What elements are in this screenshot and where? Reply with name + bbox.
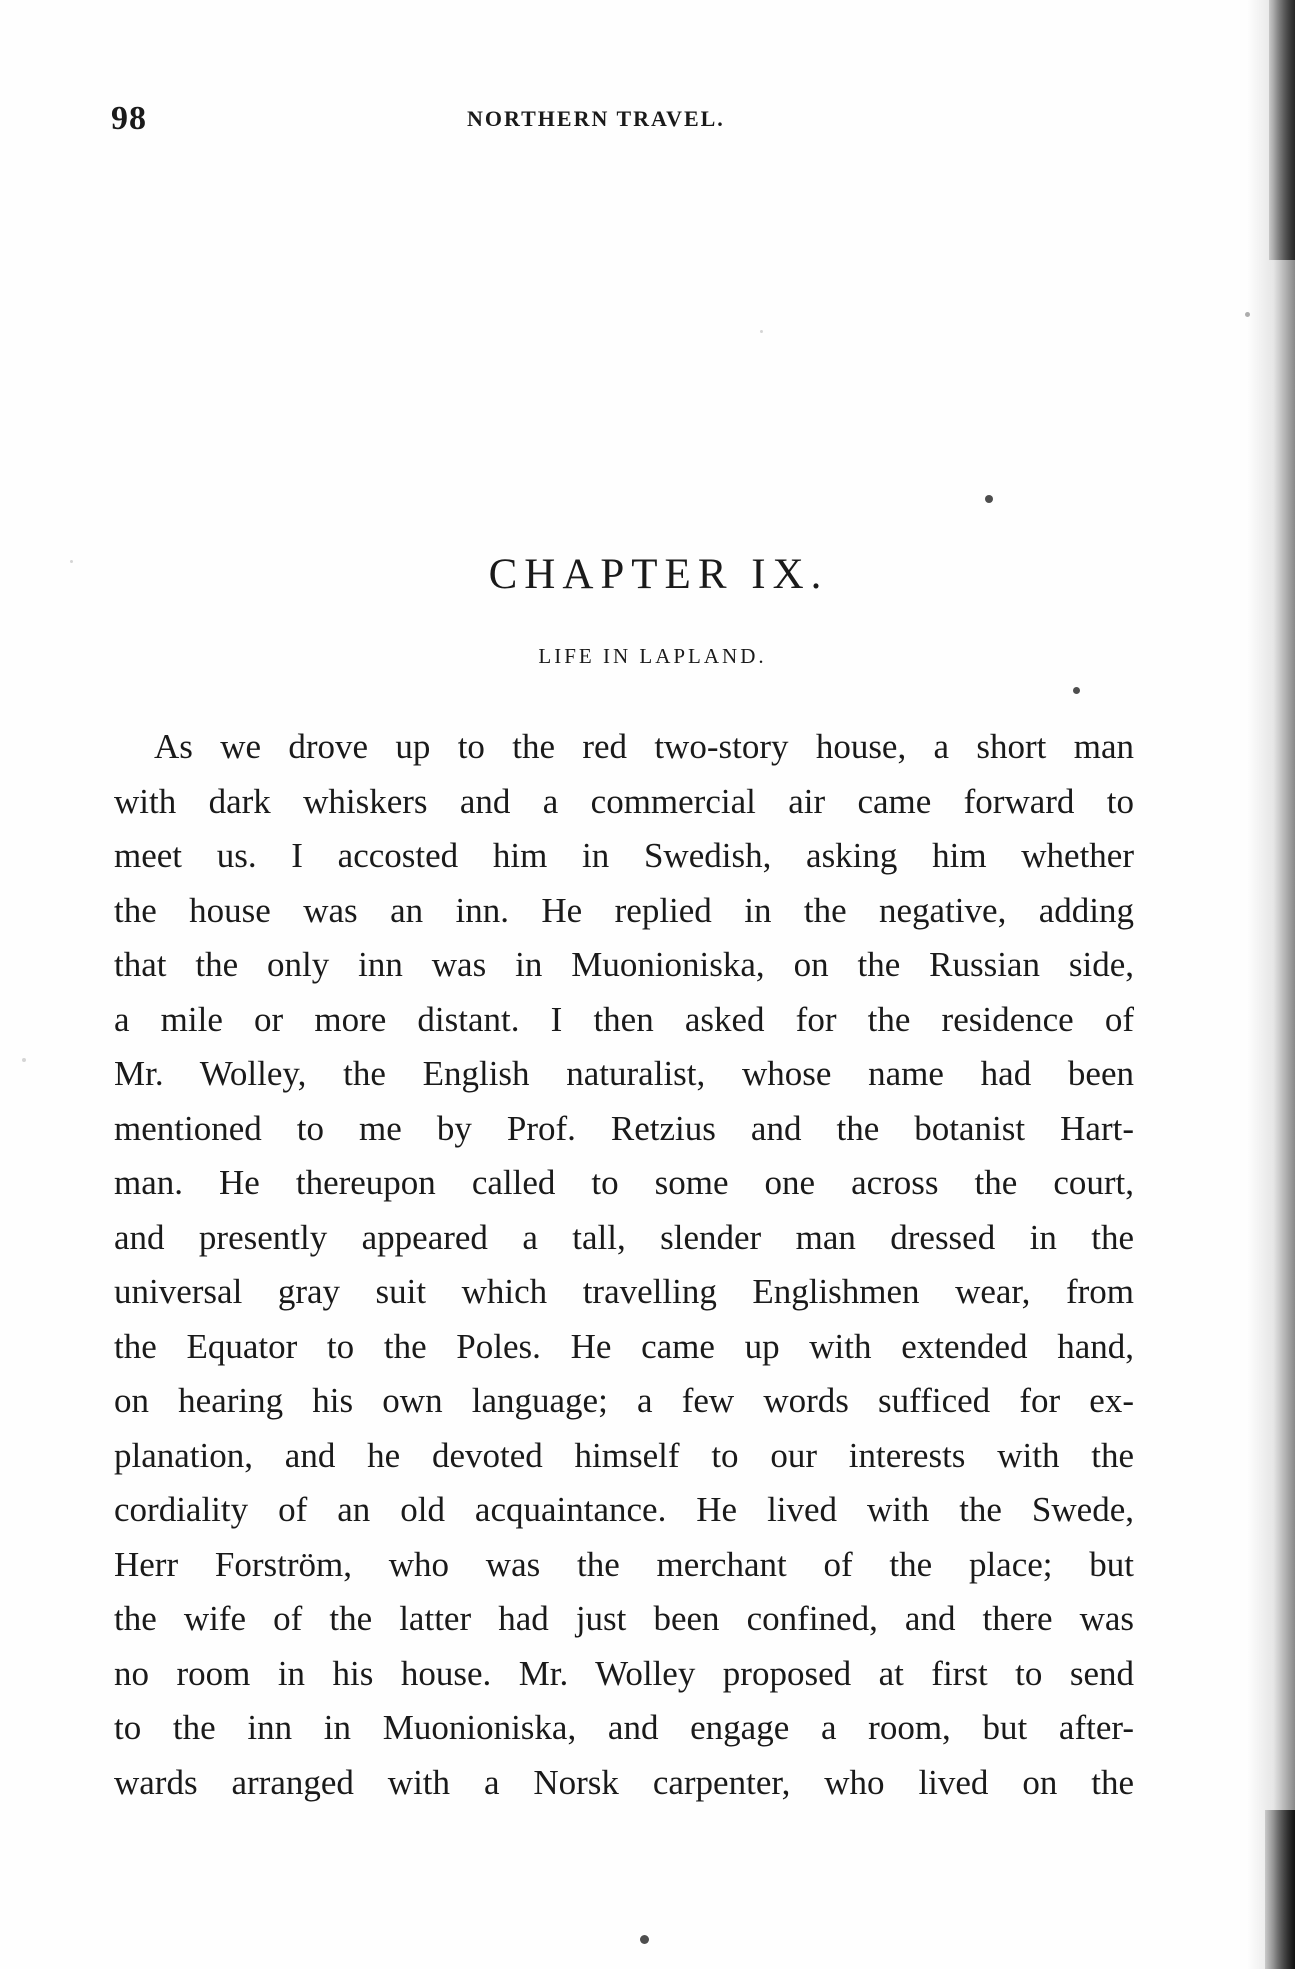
page-edge-shadow-top — [1269, 0, 1295, 260]
chapter-title: CHAPTER IX. — [488, 551, 829, 598]
text-line: the wife of the latter had just been confined, and there was — [114, 1599, 1134, 1638]
text-line: that the only inn was in Muonioniska, on the Russian side, — [114, 945, 1134, 984]
text-line: planation, and he devoted himself to our interests with the — [114, 1435, 1134, 1475]
text-line: cordiality of an old acquaintance. He lived with the Swede, — [114, 1490, 1134, 1529]
body-text — [114, 720, 1134, 1810]
text-line: wards arranged with a Norsk carpenter, who lived on the — [114, 1762, 1134, 1802]
paper-speckle — [640, 1935, 649, 1944]
text-line: with dark whiskers and a commercial air came forward to — [114, 781, 1134, 821]
paper-speckle — [760, 330, 763, 333]
text-line: Mr. Wolley, the English naturalist, whose name had been — [114, 1054, 1134, 1093]
text-line: man. He thereupon called to some one across the court, — [114, 1163, 1134, 1202]
text-line: to the inn in Muonioniska, and engage a room, but after- — [114, 1708, 1134, 1747]
text-line: on hearing his own language; a few words sufficed for ex- — [114, 1381, 1134, 1420]
text-line: mentioned to me by Prof. Retzius and the botanist Hart- — [114, 1108, 1134, 1148]
text-line: no room in his house. Mr. Wolley proposed at first to send — [114, 1653, 1134, 1693]
text-line: meet us. I accosted him in Swedish, asking him whether — [114, 836, 1134, 875]
chapter-subtitle: LIFE IN LAPLAND. — [538, 644, 767, 668]
page-edge-shadow — [1247, 0, 1295, 1969]
paper-speckle — [22, 1058, 26, 1062]
text-line: the house was an inn. He replied in the negative, adding — [114, 890, 1134, 930]
page-number: 98 — [111, 100, 147, 137]
text-line: universal gray suit which travelling Englishmen wear, from — [114, 1272, 1134, 1311]
text-line: and presently appeared a tall, slender man dressed in the — [114, 1217, 1134, 1257]
text-line: Herr Forström, who was the merchant of the place; but — [114, 1544, 1134, 1584]
text-line: a mile or more distant. I then asked for the residence of — [114, 999, 1134, 1039]
text-line: As we drove up to the red two-story house, a short man — [154, 727, 1134, 766]
paper-speckle — [985, 495, 993, 503]
running-head: NORTHERN TRAVEL. — [467, 106, 725, 131]
page-edge-shadow-bottom — [1265, 1810, 1295, 1969]
text-line: the Equator to the Poles. He came up with extended hand, — [114, 1326, 1134, 1366]
paper-speckle — [1073, 687, 1080, 694]
